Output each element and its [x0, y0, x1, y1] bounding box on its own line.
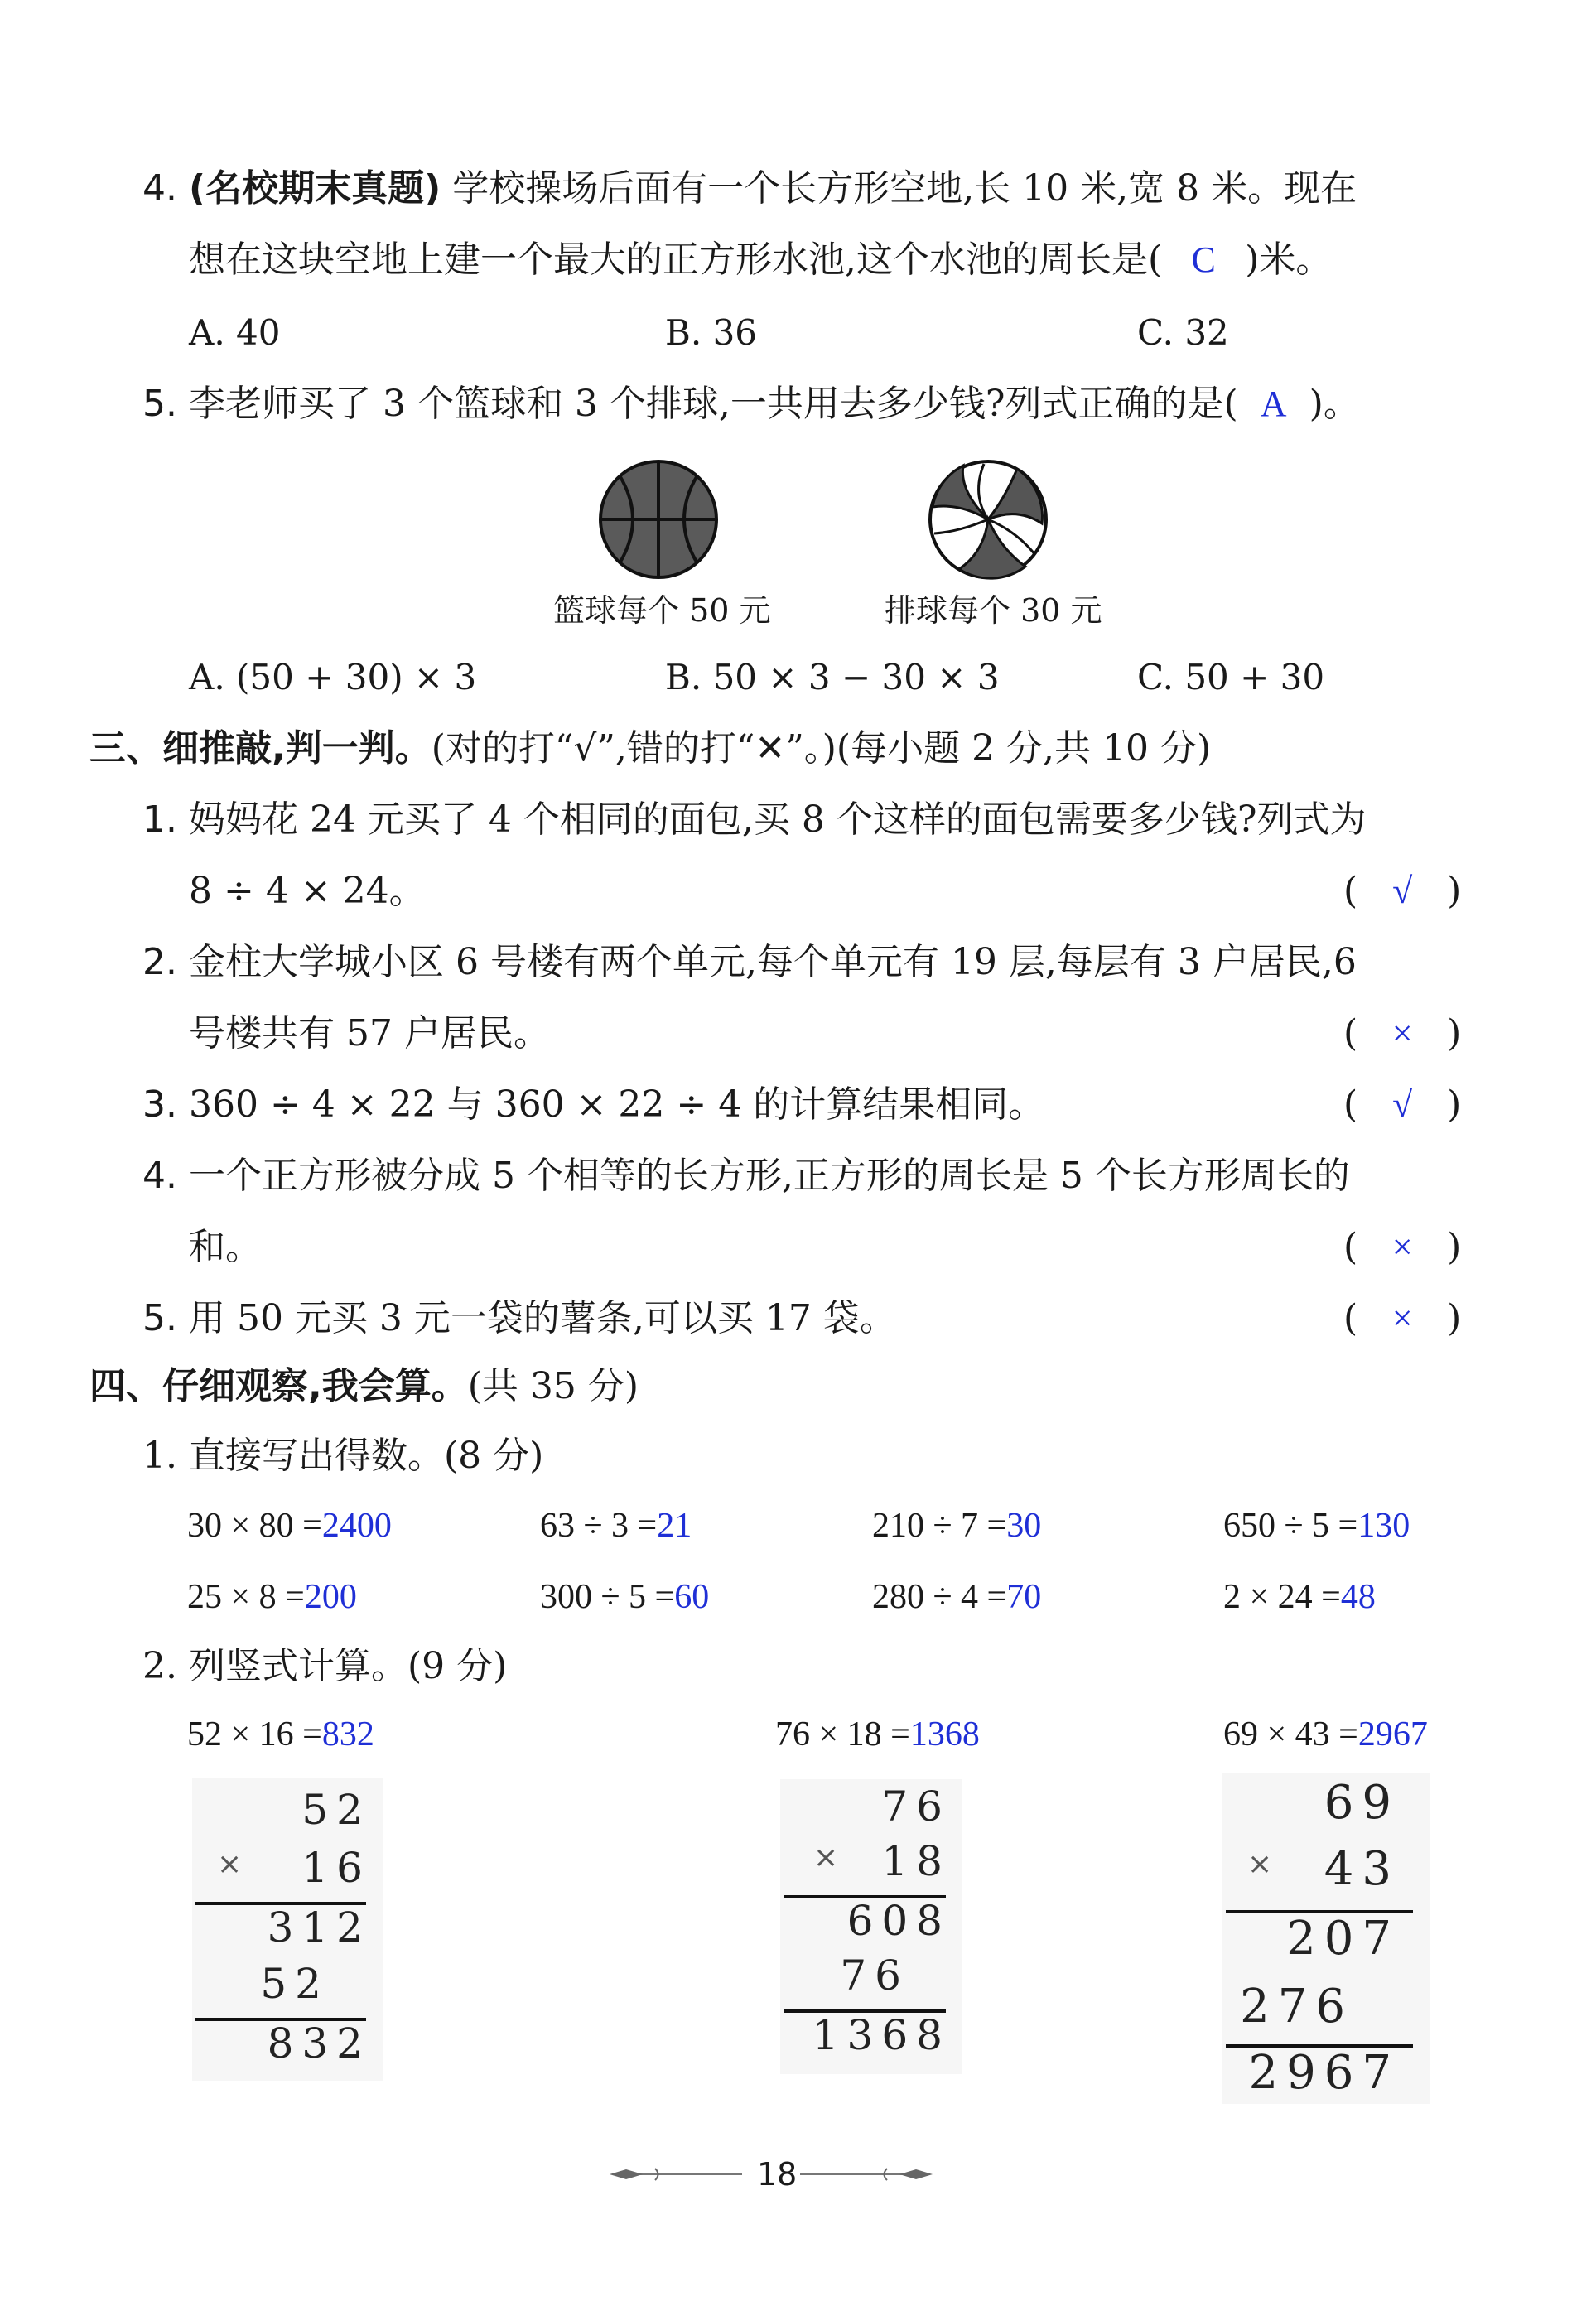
page-number: 18	[757, 2156, 798, 2193]
q4-option-b: B. 36	[665, 312, 758, 353]
q5-option-a: A. (50 + 30) × 3	[189, 657, 477, 697]
q4-line2	[189, 237, 1332, 283]
multiplier: 18	[881, 1837, 951, 1885]
judge-number: 3.	[142, 1083, 177, 1126]
judge-item-4	[142, 1153, 1350, 1199]
q4-option-c: C. 32	[1137, 312, 1229, 353]
oral-calc-3	[872, 1506, 1041, 1546]
calc-answer[interactable]: 832	[321, 1715, 374, 1754]
multiplicand: 52	[301, 1786, 371, 1834]
calc-answer[interactable]: 1368	[909, 1715, 980, 1754]
part2-title: 2. 列竖式计算。(9 分)	[142, 1645, 508, 1687]
judge-item-1	[142, 797, 1366, 843]
vertical-calc-3[interactable]	[1222, 1773, 1430, 2104]
judge-item-5	[142, 1295, 896, 1342]
q4-tag: (名校期末真题)	[188, 167, 441, 210]
multiplier: 16	[301, 1844, 371, 1892]
volleyball-icon	[926, 457, 1050, 581]
q4-line1	[142, 166, 1357, 212]
multiplier: 43	[1324, 1842, 1400, 1896]
product: 1368	[812, 2011, 951, 2059]
section3-heading	[89, 726, 1211, 772]
q4-answer[interactable]: C	[1191, 239, 1216, 280]
oral-calc-7	[872, 1577, 1041, 1617]
partial-product-2: 276	[1240, 1980, 1353, 2034]
judge-mark-5: ×	[1391, 1298, 1413, 1339]
oral-calc-4	[1223, 1506, 1410, 1546]
section4-title: 四、仔细观察,我会算。	[89, 1365, 468, 1407]
calc-answer[interactable]: 2967	[1357, 1715, 1428, 1754]
calc-answer[interactable]: 48	[1340, 1578, 1376, 1616]
q5-option-b: B. 50 × 3 − 30 × 3	[665, 657, 1000, 697]
judge-number: 1.	[142, 798, 177, 841]
basketball-caption: 篮球每个 50 元	[553, 592, 771, 629]
partial-product-2: 76	[840, 1952, 909, 2000]
q5-number: 5.	[142, 383, 177, 425]
multiply-sign: ×	[217, 1847, 243, 1881]
section3-note: (对的打“√”,错的打“✕”。)(每小题 2 分,共 10 分)	[431, 727, 1212, 770]
product: 2967	[1248, 2046, 1400, 2100]
vertical-calc-2[interactable]	[780, 1779, 962, 2074]
calc-expr: 63 ÷ 3 =	[540, 1507, 658, 1545]
partial-product-1: 312	[267, 1903, 371, 1952]
judge-text: 一个正方形被分成 5 个相等的长方形,正方形的周长是 5 个长方形周长的	[188, 1155, 1350, 1197]
judge-answer-box-1[interactable]: ( √ )	[1343, 868, 1461, 914]
volleyball-caption: 排球每个 30 元	[885, 592, 1102, 629]
judge-mark-4: ×	[1391, 1227, 1413, 1267]
partial-product-2: 52	[260, 1960, 330, 2008]
calc-answer[interactable]: 30	[1006, 1507, 1042, 1545]
multiply-sign: ×	[813, 1841, 839, 1874]
calc-expr: 52 × 16 =	[187, 1715, 322, 1754]
oral-calc-8	[1223, 1577, 1376, 1617]
multiplicand: 76	[881, 1783, 951, 1831]
multiplicand: 69	[1324, 1776, 1400, 1830]
q5-text-2: )。	[1309, 383, 1360, 425]
judge-item-2	[142, 939, 1357, 986]
calc-expr: 25 × 8 =	[187, 1578, 305, 1616]
oral-calc-2	[540, 1506, 692, 1546]
q4-option-a: A. 40	[189, 312, 281, 353]
judge-number: 5.	[142, 1297, 177, 1339]
footer-ornament-left-icon	[610, 2162, 742, 2187]
calc-expr: 69 × 43 =	[1223, 1715, 1358, 1754]
multiply-sign: ×	[1247, 1847, 1273, 1881]
judge-answer-box-3[interactable]: ( √ )	[1343, 1082, 1461, 1128]
partial-product-1: 207	[1286, 1912, 1400, 1966]
judge-item-1-line2: 8 ÷ 4 × 24。	[189, 870, 426, 912]
oral-calc-5	[187, 1577, 357, 1617]
judge-mark-1: √	[1392, 871, 1413, 911]
calc-expr: 30 × 80 =	[187, 1507, 322, 1545]
section4-note: (共 35 分)	[467, 1365, 639, 1407]
section4-heading	[89, 1363, 639, 1410]
judge-text: 360 ÷ 4 × 22 与 360 × 22 ÷ 4 的计算结果相同。	[188, 1083, 1045, 1126]
q4-text-3: )米。	[1245, 239, 1333, 281]
calc-answer[interactable]: 70	[1006, 1578, 1042, 1616]
vertical-calc-2-expr	[775, 1715, 980, 1754]
calc-answer[interactable]: 200	[304, 1578, 357, 1616]
calc-expr: 280 ÷ 4 =	[872, 1578, 1007, 1616]
q5-option-c: C. 50 + 30	[1137, 657, 1325, 697]
judge-answer-box-4[interactable]: ( × )	[1343, 1224, 1461, 1271]
calc-answer[interactable]: 130	[1357, 1507, 1410, 1545]
judge-item-2-line2: 号楼共有 57 户居民。	[189, 1012, 550, 1054]
judge-item-4-line2: 和。	[189, 1226, 262, 1268]
product: 832	[267, 2019, 371, 2067]
calc-answer[interactable]: 2400	[321, 1507, 392, 1545]
judge-answer-box-2[interactable]: ( × )	[1343, 1011, 1461, 1057]
judge-number: 2.	[142, 941, 177, 983]
vertical-calc-1-expr	[187, 1715, 374, 1754]
judge-text: 妈妈花 24 元买了 4 个相同的面包,买 8 个这样的面包需要多少钱?列式为	[188, 798, 1367, 841]
part1-title: 1. 直接写出得数。(8 分)	[142, 1435, 544, 1477]
q5-answer[interactable]: A	[1260, 384, 1287, 424]
q4-text: 学校操场后面有一个长方形空地,长 10 米,宽 8 米。现在	[452, 167, 1357, 210]
footer-ornament-right-icon	[800, 2162, 933, 2187]
judge-number: 4.	[142, 1155, 177, 1197]
oral-calc-6	[540, 1577, 709, 1617]
q4-number: 4.	[142, 167, 177, 210]
q5-line	[142, 381, 1360, 427]
partial-product-1: 608	[846, 1897, 951, 1945]
oral-calc-1	[187, 1506, 392, 1546]
judge-text: 金柱大学城小区 6 号楼有两个单元,每个单元有 19 层,每层有 3 户居民,6	[188, 941, 1357, 983]
calc-expr: 210 ÷ 7 =	[872, 1507, 1007, 1545]
judge-mark-2: ×	[1391, 1013, 1413, 1054]
calc-expr: 650 ÷ 5 =	[1223, 1507, 1358, 1545]
judge-mark-3: √	[1392, 1084, 1413, 1125]
calc-expr: 300 ÷ 5 =	[540, 1578, 675, 1616]
judge-answer-box-5[interactable]: ( × )	[1343, 1295, 1461, 1342]
q5-text: 李老师买了 3 个篮球和 3 个排球,一共用去多少钱?列式正确的是(	[188, 383, 1238, 425]
q4-text-2: 想在这块空地上建一个最大的正方形水池,这个水池的周长是(	[189, 239, 1163, 281]
vertical-calc-3-expr	[1223, 1715, 1428, 1754]
calc-expr: 76 × 18 =	[775, 1715, 910, 1754]
basketball-icon	[596, 457, 721, 581]
judge-text: 用 50 元买 3 元一袋的薯条,可以买 17 袋。	[188, 1297, 896, 1339]
calc-answer[interactable]: 60	[674, 1578, 710, 1616]
calc-expr: 2 × 24 =	[1223, 1578, 1341, 1616]
calc-answer[interactable]: 21	[657, 1507, 692, 1545]
vertical-calc-1[interactable]	[192, 1778, 383, 2081]
section3-title: 三、细推敲,判一判。	[89, 727, 432, 770]
judge-item-3	[142, 1082, 1044, 1128]
